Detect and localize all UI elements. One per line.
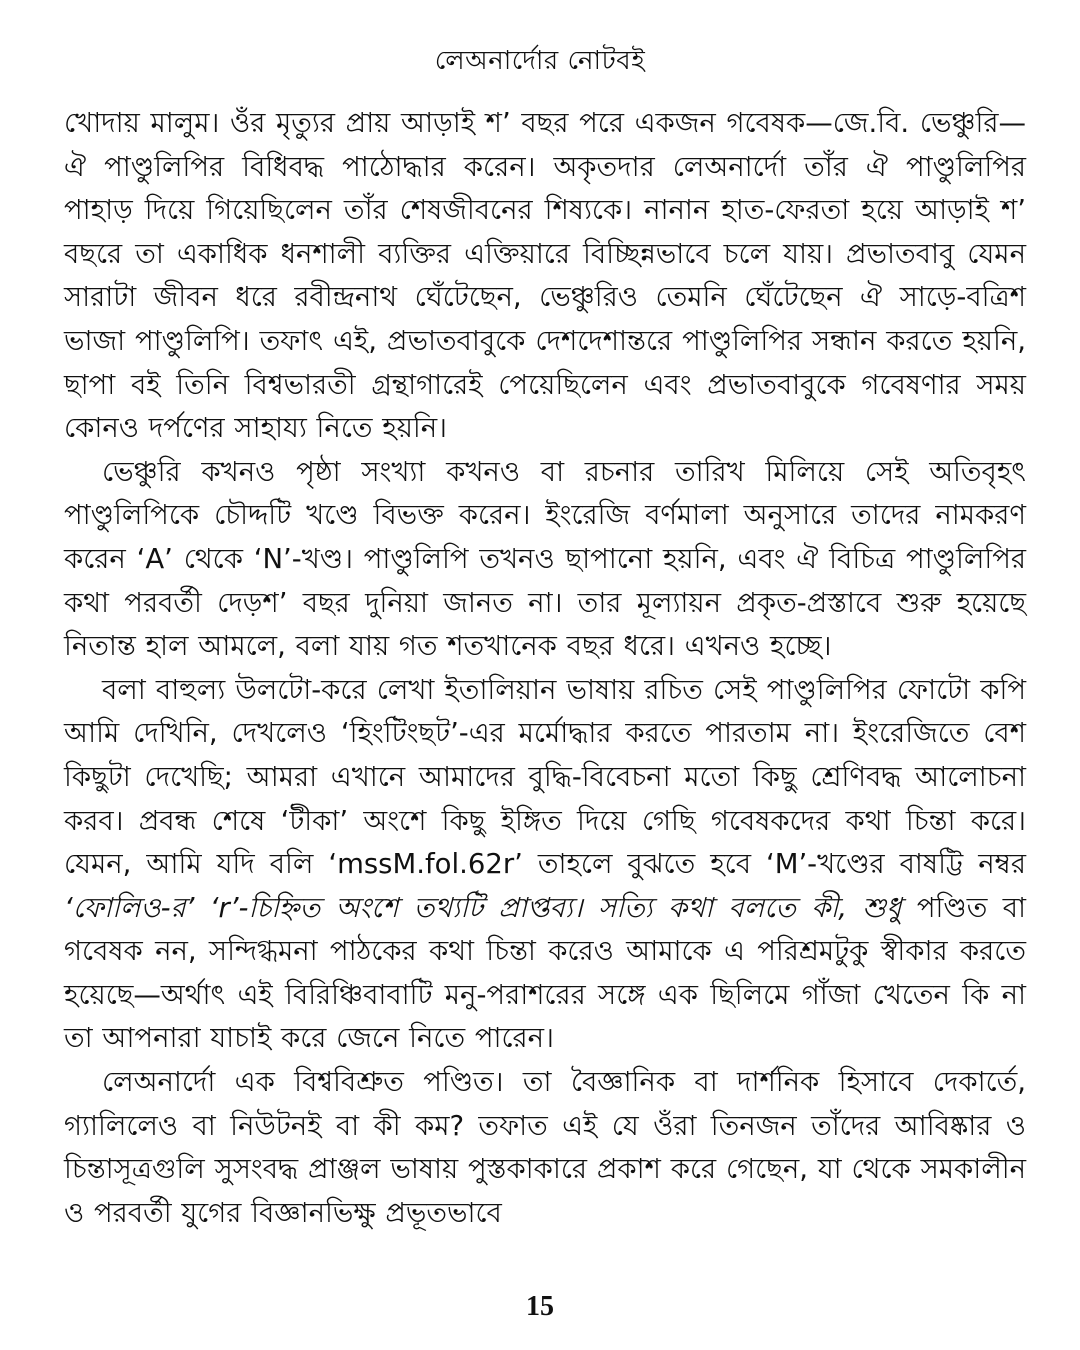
body-text bbox=[64, 102, 1026, 1235]
paragraph-3-text-after: পণ্ডিত বা গবেষক নন, সন্দিগ্ধমনা পাঠকের কথা চিন্তা করেও আমাকে এ পরিশ্রমটুকু স্বীকার করতে হয়েছে—অর্থাৎ এই বিরিঞ্চিবাবাটি মনু-পরাশরের সঙ্গে এক ছিলিমে গাঁজা খেতেন কি না তা আপনারা যাচাই করে জেনে নিতে পারেন। bbox=[64, 891, 1026, 1055]
paragraph-2: ভেঞ্চুরি কখনও পৃষ্ঠা সংখ্যা কখনও বা রচনার তারিখ মিলিয়ে সেই অতিবৃহৎ পাণ্ডুলিপিকে চৌদ্দটি খণ্ডে বিভক্ত করেন। ইংরেজি বর্ণমালা অনুসারে তাদের নামকরণ করেন ‘A’ থেকে ‘N’-খণ্ড। পাণ্ডুলিপি তখনও ছাপানো হয়নি, এবং ঐ বিচিত্র পাণ্ডুলিপির কথা পরবর্তী দেড়শ’ বছর দুনিয়া জানত না। তার মূল্যায়ন প্রকৃত-প্রস্তাবে শুরু হয়েছে নিতান্ত হাল আমলে, বলা যায় গত শতখানেক বছর ধরে। এখনও হচ্ছে। bbox=[64, 455, 1026, 663]
paragraph-3 bbox=[64, 669, 1026, 1061]
paragraph-4: লেঅনার্দো এক বিশ্ববিশ্রুত পণ্ডিত। তা বৈজ্ঞানিক বা দার্শনিক হিসাবে দেকার্তে, গ্যালিলেও বা নিউটনই বা কী কম? তফাত এই যে ওঁরা তিনজন তাঁদের আবিষ্কার ও চিন্তাসূত্রগুলি সুসংবদ্ধ প্রাঞ্জল ভাষায় পুস্তকাকারে প্রকাশ করে গেছেন, যা থেকে সমকালীন ও পরবর্তী যুগের বিজ্ঞানভিক্ষু প্রভূতভাবে bbox=[64, 1066, 1026, 1229]
paragraph-3-italic: ‘ফোলিও-র’ ‘r’-চিহ্নিত অংশে তথ্যটি প্রাপ্তব্য। সত্যি কথা বলতে কী, শুধু bbox=[64, 891, 902, 924]
paragraph-3-text: বলা বাহুল্য উলটো-করে লেখা ইতালিয়ান ভাষায় রচিত সেই পাণ্ডুলিপির ফোটো কপি আমি দেখিনি, দেখলেও ‘হিংটিংছট’-এর মর্মোদ্ধার করতে পারতাম না। ইংরেজিতে বেশ কিছুটা দেখেছি; আমরা এখানে আমাদের বুদ্ধি-বিবেচনা মতো কিছু শ্রেণিবদ্ধ আলোচনা করব। প্রবন্ধ শেষে ‘টীকা’ অংশে কিছু ইঙ্গিত দিয়ে গেছি গবেষকদের কথা চিন্তা করে। যেমন, আমি যদি বলি ‘mssM.fol.62r’ তাহলে বুঝতে হবে ‘M’-খণ্ডের বাষট্টি নম্বর bbox=[64, 673, 1026, 881]
paragraph-1: খোদায় মালুম। ওঁর মৃত্যুর প্রায় আড়াই শ’ বছর পরে একজন গবেষক—জে.বি. ভেঞ্চুরি—ঐ পাণ্ডুলিপির বিধিবদ্ধ পাঠোদ্ধার করেন। অকৃতদার লেঅনার্দো তাঁর ঐ পাণ্ডুলিপির পাহাড় দিয়ে গিয়েছিলেন তাঁর শেষজীবনের শিষ্যকে। নানান হাত-ফেরতা হয়ে আড়াই শ’ বছরে তা একাধিক ধনশালী ব্যক্তির এক্তিয়ারে বিচ্ছিন্নভাবে চলে যায়। প্রভাতবাবু যেমন সারাটা জীবন ধরে রবীন্দ্রনাথ ঘেঁটেছেন, ভেঞ্চুরিও তেমনি ঘেঁটেছেন ঐ সাড়ে-বত্রিশ ভাজা পাণ্ডুলিপি। তফাৎ এই, প্রভাতবাবুকে দেশদেশান্তরে পাণ্ডুলিপির সন্ধান করতে হয়নি, ছাপা বই তিনি বিশ্বভারতী গ্রন্থাগারেই পেয়েছিলেন এবং প্রভাতবাবুকে গবেষণার সময় কোনও দর্পণের সাহায্য নিতে হয়নি। bbox=[64, 107, 1026, 445]
running-header: লেঅনার্দোর নোটবই bbox=[434, 46, 646, 76]
page-number: 15 bbox=[526, 1291, 554, 1322]
